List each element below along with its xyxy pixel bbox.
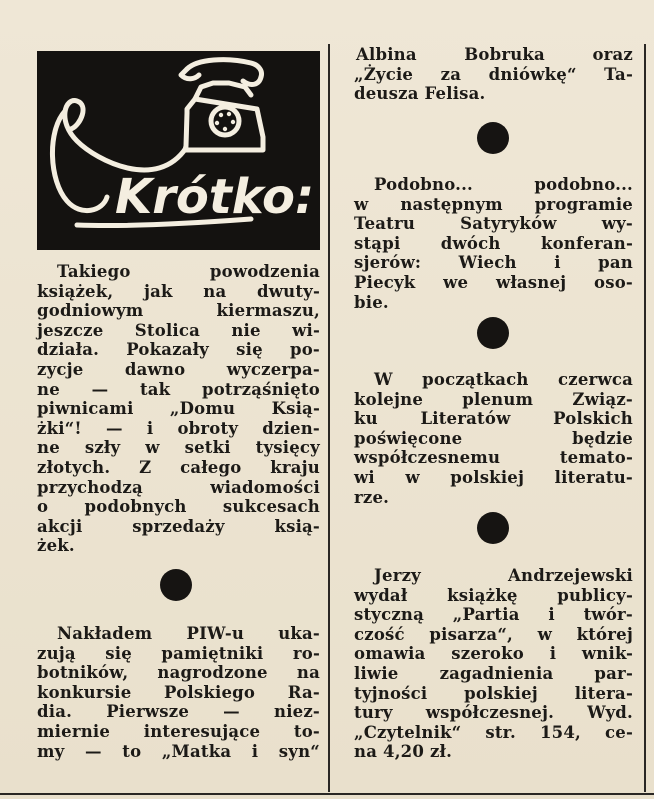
text-line	[354, 684, 633, 704]
word: „Czytelnik“	[354, 722, 462, 742]
word: i	[549, 644, 557, 664]
text-line	[354, 370, 633, 390]
word: —	[85, 741, 102, 761]
word: to-	[293, 721, 320, 741]
word: po-	[289, 340, 320, 360]
word: Wyd.	[587, 703, 633, 723]
text-line	[37, 321, 320, 341]
word: pamiętniki	[161, 643, 264, 663]
word: polskiej	[450, 467, 525, 487]
word: ku	[354, 409, 378, 429]
word: piwnicami	[37, 399, 134, 419]
bottom-border	[0, 793, 654, 795]
right-border	[644, 44, 646, 792]
word: literatu-	[554, 467, 633, 487]
word: to	[122, 741, 142, 761]
word: zycje	[37, 359, 84, 379]
word: kolejne	[354, 389, 424, 409]
text-line	[354, 723, 633, 743]
word: książek,	[37, 281, 114, 301]
word: w	[145, 438, 160, 458]
word: „Partia	[452, 605, 520, 625]
word: podobnych	[84, 497, 187, 517]
word: twór-	[583, 605, 633, 625]
section-bullet	[160, 569, 192, 601]
word: tury	[354, 703, 393, 723]
word: dniówkę“	[488, 64, 577, 84]
text-line	[354, 703, 633, 723]
text-line	[37, 262, 320, 282]
word: konkursie	[37, 682, 132, 702]
word: litera-	[574, 683, 633, 703]
word: niez-	[274, 702, 320, 722]
word: poświęcone	[354, 428, 463, 448]
word: par-	[594, 663, 633, 683]
word: i	[548, 605, 555, 625]
word: publicy-	[557, 585, 633, 605]
text-line: deusza Felisa.	[354, 84, 486, 104]
text-line	[354, 45, 633, 65]
word: i	[146, 418, 154, 438]
word: interesujące	[143, 721, 261, 741]
word: ce-	[605, 722, 633, 742]
word: W	[374, 370, 393, 389]
text-line	[37, 380, 320, 400]
text-line	[37, 742, 320, 762]
word: przychodzą	[37, 477, 143, 497]
word: —	[91, 379, 109, 399]
word: Pierwsze	[106, 702, 190, 722]
word: zagadnienia	[439, 663, 554, 683]
word: dia.	[37, 702, 73, 722]
logo-text: Krótko:	[115, 169, 315, 225]
word: programie	[534, 194, 633, 214]
word: polskiej	[464, 683, 538, 703]
word: „Życie	[354, 64, 414, 84]
word: się	[105, 643, 132, 663]
word: całego	[180, 457, 242, 477]
word: Pokazały	[126, 340, 209, 360]
left-paragraph-book-fair	[37, 262, 320, 556]
word: oraz	[592, 45, 633, 64]
word: omawia	[354, 644, 426, 664]
text-line	[37, 683, 320, 703]
word: Z	[139, 457, 152, 477]
section-bullet	[477, 512, 509, 544]
text-line	[354, 390, 633, 410]
word: której	[576, 624, 633, 644]
text-line	[37, 478, 320, 498]
text-line	[354, 586, 633, 606]
word: czerwca	[558, 370, 633, 389]
word: dwuty-	[257, 281, 320, 301]
right-paragraph-continuation	[354, 45, 633, 104]
text-line	[37, 282, 320, 302]
word: się	[236, 340, 263, 360]
column-divider	[328, 44, 330, 792]
word: Polskiego	[164, 682, 256, 702]
word: ne	[37, 379, 60, 399]
word: książkę	[447, 585, 518, 605]
word: wy-	[601, 214, 633, 234]
section-bullet	[477, 122, 509, 154]
word: dawno	[124, 359, 186, 379]
text-line	[354, 409, 633, 429]
word: oso-	[594, 272, 633, 292]
word: we	[443, 272, 469, 292]
word: wydał	[354, 585, 408, 605]
word: Ksią-	[271, 399, 320, 419]
word: ne	[37, 438, 60, 458]
text-line	[37, 517, 320, 537]
word: kraju	[270, 457, 320, 477]
word: Teatru	[354, 214, 416, 234]
word: wiadomości	[210, 477, 320, 497]
word: syn“	[278, 741, 320, 761]
word: żki“!	[37, 418, 82, 438]
word: nagrodzone	[157, 663, 268, 683]
text-line	[354, 664, 633, 684]
word: w	[354, 194, 369, 214]
word: w	[537, 624, 552, 644]
word: Ta-	[604, 64, 633, 84]
word: działa.	[37, 340, 100, 360]
word: szły	[84, 438, 121, 458]
text-line: żek.	[37, 536, 75, 556]
word: tysięcy	[255, 438, 320, 458]
word: nie	[231, 320, 261, 340]
word: godniowym	[37, 301, 144, 321]
word: własnej	[495, 272, 567, 292]
right-paragraph-writers-union	[354, 370, 633, 507]
text-line	[354, 448, 633, 468]
text-line	[354, 214, 633, 234]
word: liwie	[354, 663, 399, 683]
word: Nakładem	[57, 624, 153, 643]
word: ro-	[292, 643, 320, 663]
text-line	[37, 722, 320, 742]
text-line	[37, 624, 320, 644]
text-line: na 4,20 zł.	[354, 742, 453, 762]
word: Bobruka	[464, 45, 545, 64]
text-line	[354, 605, 633, 625]
word: Stolica	[134, 320, 201, 340]
word: tyjności	[354, 683, 428, 703]
text-line	[354, 644, 633, 664]
column-logo	[37, 51, 320, 250]
word: dzien-	[262, 418, 320, 438]
text-line	[37, 702, 320, 722]
word: Satyryków	[460, 214, 557, 234]
word: jak	[143, 281, 173, 301]
text-line	[37, 497, 320, 517]
word: tak	[139, 379, 171, 399]
text-line: bie.	[354, 292, 389, 312]
word: złotych.	[37, 457, 111, 477]
word: setki	[184, 438, 231, 458]
text-line	[354, 234, 633, 254]
word: pisarza“,	[429, 624, 513, 644]
word: kiermaszu,	[216, 301, 320, 321]
word: Ra-	[287, 682, 320, 702]
word: str.	[485, 722, 516, 742]
left-paragraph-piw-memoirs	[37, 624, 320, 761]
word: Piecyk	[354, 272, 416, 292]
word: 154,	[540, 722, 581, 742]
word: będzie	[572, 428, 633, 448]
word: „Domu	[169, 399, 236, 419]
word: Literatów	[420, 409, 511, 429]
word: Polskich	[553, 409, 633, 429]
word: Wiech	[458, 253, 517, 273]
text-line	[354, 253, 633, 273]
word: wi	[354, 467, 375, 487]
word: styczną	[354, 605, 425, 625]
word: Andrzejewski	[508, 566, 633, 585]
word: powodzenia	[209, 262, 320, 281]
word: za	[440, 64, 462, 84]
text-line	[37, 419, 320, 439]
word: następnym	[400, 194, 503, 214]
word: ksią-	[274, 516, 320, 536]
text-line	[37, 438, 320, 458]
text-line	[37, 399, 320, 419]
word: i	[251, 741, 259, 761]
text-line	[354, 429, 633, 449]
text-line	[354, 468, 633, 488]
word: czość	[354, 624, 405, 644]
word: „Matka	[161, 741, 232, 761]
text-line	[354, 566, 633, 586]
text-line	[37, 644, 320, 664]
word: jeszcze	[37, 320, 104, 340]
word: początkach	[422, 370, 529, 389]
word: współczesnej.	[425, 703, 555, 723]
word: konferan-	[540, 233, 633, 253]
word: Albina	[356, 45, 417, 64]
word: sukcesach	[222, 497, 320, 517]
section-bullet	[477, 317, 509, 349]
word: temato-	[559, 448, 633, 468]
word: na	[296, 663, 320, 683]
word: plenum	[462, 389, 534, 409]
word: szeroko	[451, 644, 524, 664]
word: PIW-u	[186, 624, 245, 643]
word: wnik-	[581, 644, 633, 664]
word: w	[405, 467, 420, 487]
word: pan	[598, 253, 633, 273]
word: my	[37, 741, 65, 761]
text-line	[37, 663, 320, 683]
word: podobno...	[534, 175, 633, 194]
text-line: rze.	[354, 487, 390, 507]
text-line	[354, 273, 633, 293]
word: —	[223, 702, 240, 722]
word: Takiego	[57, 262, 131, 281]
word: Jerzy	[374, 566, 421, 585]
word: dwóch	[440, 233, 501, 253]
text-line	[37, 301, 320, 321]
word: wyczerpa-	[226, 359, 320, 379]
word: Podobno...	[374, 175, 473, 194]
text-line	[354, 65, 633, 85]
word: sprzedaży	[132, 516, 225, 536]
word: uka-	[278, 624, 320, 643]
word: o	[37, 497, 49, 517]
word: potrząśnięto	[201, 379, 320, 399]
word: na	[203, 281, 227, 301]
word: i	[554, 253, 561, 273]
right-paragraph-andrzejewski-book	[354, 566, 633, 762]
word: —	[105, 418, 123, 438]
word: botników,	[37, 663, 129, 683]
word: zują	[37, 643, 76, 663]
word: obroty	[177, 418, 239, 438]
text-line	[354, 195, 633, 215]
text-line	[354, 625, 633, 645]
word: akcji	[37, 516, 83, 536]
text-line	[37, 340, 320, 360]
text-line	[354, 175, 633, 195]
word: Związ-	[572, 389, 633, 409]
word: wi-	[292, 320, 320, 340]
text-line	[37, 360, 320, 380]
word: sjerów:	[354, 253, 422, 273]
word: stąpi	[354, 233, 401, 253]
text-line	[37, 458, 320, 478]
word: współczesnemu	[354, 448, 501, 468]
telephone-icon	[37, 51, 320, 250]
word: miernie	[37, 721, 111, 741]
right-paragraph-satirists-theatre	[354, 175, 633, 312]
